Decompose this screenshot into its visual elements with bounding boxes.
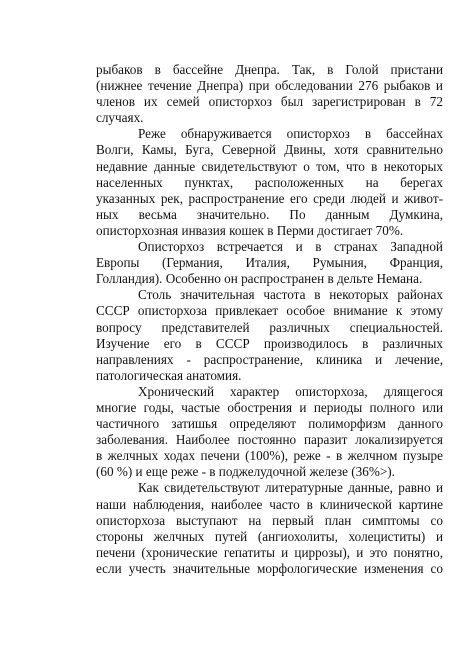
text-line: (нижнее течение Днепра) при обследовании 276 рыбаков и [96,78,443,94]
paragraph-6 [96,480,443,577]
text-line: Хронический характер описторхоза, длящегося [138,383,443,399]
text-line: описторхозная инвазия кошек в Перми достигает 70%. [96,222,404,238]
text-line: ных весьма значительно. По данным Думкина, [96,206,443,222]
paragraph-4 [96,287,443,384]
paragraph-3 [96,239,443,287]
text-line: Голландия). Особенно он распространен в дельте Немана. [96,271,423,287]
text-line: СССР описторхоза привлекает особое внимание к этому [96,303,443,319]
text-line: печени (хронические гепатиты и циррозы), и это понятно, [96,544,443,560]
paragraph-5 [96,384,443,481]
text-line: Как свидетельствуют литературные данные, равно и [138,480,443,496]
text-line: недавние данные свидетельствуют о том, что в некоторых [96,158,443,174]
text-line: рыбаков в бассейне Днепра. Так, в Голой пристани [96,62,443,77]
text-line: если учесть значительные морфологические изменения со [96,560,443,576]
text-line: вопросу представителей различных специальностей. [96,319,443,335]
text-line: Европы (Германия, Италия, Румыния, Франция, [96,255,443,271]
text-line: населенных пунктах, расположенных на берегах [96,174,443,190]
paragraph-2 [96,126,443,239]
text-line: стороны желчных путей (ангиохолиты, холециститы) и [96,528,443,544]
text-line: случаях. [96,110,144,126]
body-text [96,62,443,577]
text-line: многие годы, частые обострения и периоды полного или [96,399,443,415]
text-line: направлениях - распространение, клиника и лечение, [96,351,443,367]
text-line: Описторхоз встречается и в странах Западной [138,239,443,255]
text-line: наши наблюдения, наиболее часто в клинической картине [96,496,443,512]
text-line: указанных рек, распространение его среди людей и живот- [96,190,443,206]
text-line: в желчных ходах печени (100%), реже - в желчном пузыре [96,448,443,464]
text-line: заболевания. Наиболее постоянно паразит локализируется [96,432,443,448]
text-line: Реже обнаруживается описторхоз в бассейнах [138,126,443,142]
paragraph-1 [96,62,443,126]
text-line: описторхоза выступают на первый план симптомы со [96,512,443,528]
text-line: Волги, Камы, Буга, Северной Двины, хотя сравнительно [96,142,443,158]
text-line: Изучение его в СССР производилось в различных [96,335,443,351]
text-line: частичного затишья определяют полиморфизм данного [96,416,443,432]
text-line: членов их семей описторхоз был зарегистрирован в 72 [96,94,443,110]
text-line: патологическая анатомия. [96,367,242,383]
text-line: Столь значительная частота в некоторых районах [138,287,443,303]
text-line: (60 %) и еще реже - в поджелудочной железе (36%>). [96,464,395,480]
